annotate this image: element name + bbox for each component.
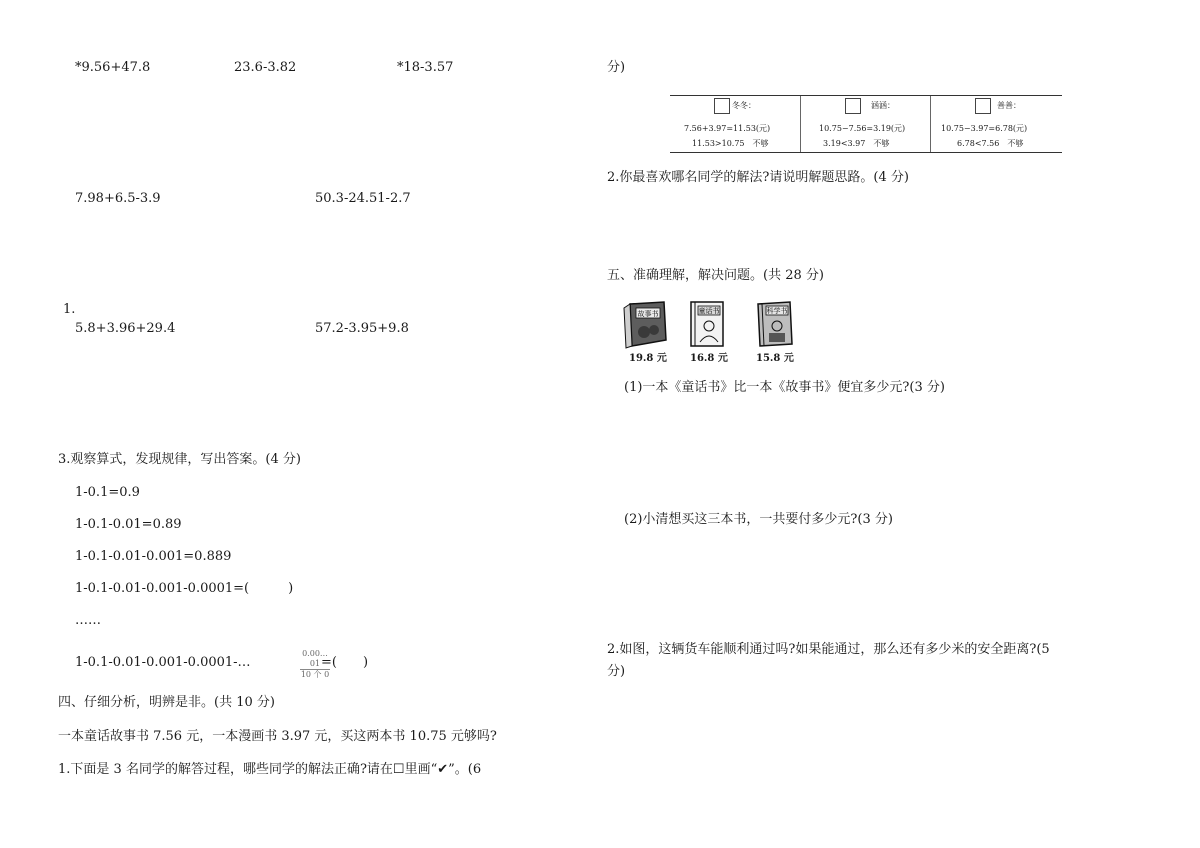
expr-2: 23.6-3.82 <box>234 60 297 75</box>
book-label: 童话书 <box>698 307 720 315</box>
section-5-title: 五、准确理解，解决问题。(共 28 分) <box>607 268 824 283</box>
solution-cell-2 <box>800 96 931 152</box>
solver-name: 善善： <box>997 101 1021 110</box>
pattern-line-1: 1-0.1=0.9 <box>75 485 140 500</box>
expr-1: *9.56+47.8 <box>75 60 151 75</box>
q3-title: 3.观察算式，发现规律，写出答案。(4 分) <box>58 452 301 467</box>
sub-question-1: (1)一本《童话书》比一本《故事书》便宜多少元?(3 分) <box>624 380 945 395</box>
checkbox-2[interactable] <box>845 98 861 114</box>
pattern-ellipsis: …… <box>75 613 101 628</box>
solver-name: 涵涵： <box>871 101 895 110</box>
expr-3: *18-3.57 <box>397 60 454 75</box>
section-4-problem: 一本童话故事书 7.56 元，一本漫画书 3.97 元，买这两本书 10.75 元够吗? <box>58 729 497 744</box>
pattern-line-3: 1-0.1-0.01-0.001=0.889 <box>75 549 232 564</box>
solution-cell-3 <box>930 96 1061 152</box>
pattern-line-2: 1-0.1-0.01=0.89 <box>75 517 182 532</box>
question-2: 2.你最喜欢哪名同学的解法?请说明解题思路。(4 分) <box>607 170 909 185</box>
solution-line: 10.75−3.97=6.78(元) <box>941 124 1028 133</box>
expr-5: 50.3-24.51-2.7 <box>315 191 411 206</box>
question-number: 1. <box>63 302 76 317</box>
solution-line: 10.75−7.56=3.19(元) <box>819 124 906 133</box>
pattern-line-last: 1-0.1-0.01-0.001-0.0001-… <box>75 655 251 670</box>
expr-6: 5.8+3.96+29.4 <box>75 321 176 336</box>
truck-question-line-2: 分) <box>607 664 626 679</box>
continued-text: 分) <box>607 60 626 75</box>
solution-line: 3.19<3.97 不够 <box>823 139 890 148</box>
truck-question-line-1: 2.如图，这辆货车能顺利通过吗?如果能通过，那么还有多少米的安全距离?(5 <box>607 642 1050 657</box>
solution-line: 7.56+3.97=11.53(元) <box>684 124 771 133</box>
solver-name: 冬冬： <box>732 101 756 110</box>
fraction-bottom: 10 个 0 <box>300 670 330 679</box>
book-label: 故事书 <box>637 310 659 318</box>
price-science: 15.8 元 <box>756 353 794 364</box>
book-fairy-icon <box>687 300 727 350</box>
solution-line: 6.78<7.56 不够 <box>957 139 1024 148</box>
section-4-question-1: 1.下面是 3 名同学的解答过程，哪些同学的解法正确?请在☐里画“✔”。(6 <box>58 762 482 777</box>
checkbox-1[interactable] <box>714 98 730 114</box>
expr-7: 57.2-3.95+9.8 <box>315 321 409 336</box>
solution-line: 11.53>10.75 不够 <box>692 139 769 148</box>
book-label: 科学书 <box>766 307 788 315</box>
solution-table <box>670 95 1062 153</box>
expr-4: 7.98+6.5-3.9 <box>75 191 161 206</box>
price-fairy: 16.8 元 <box>690 353 728 364</box>
book-story-icon <box>622 300 668 350</box>
fraction-top: 0.00…01 <box>300 649 330 670</box>
pattern-answer: =( ) <box>321 655 369 670</box>
sub-question-2: (2)小清想买这三本书，一共要付多少元?(3 分) <box>624 512 893 527</box>
pattern-line-4: 1-0.1-0.01-0.001-0.0001=( ) <box>75 581 294 596</box>
checkbox-3[interactable] <box>975 98 991 114</box>
price-story: 19.8 元 <box>629 353 667 364</box>
book-science-icon <box>752 300 796 350</box>
solution-cell-1 <box>670 96 800 152</box>
section-4-title: 四、仔细分析，明辨是非。(共 10 分) <box>58 695 275 710</box>
